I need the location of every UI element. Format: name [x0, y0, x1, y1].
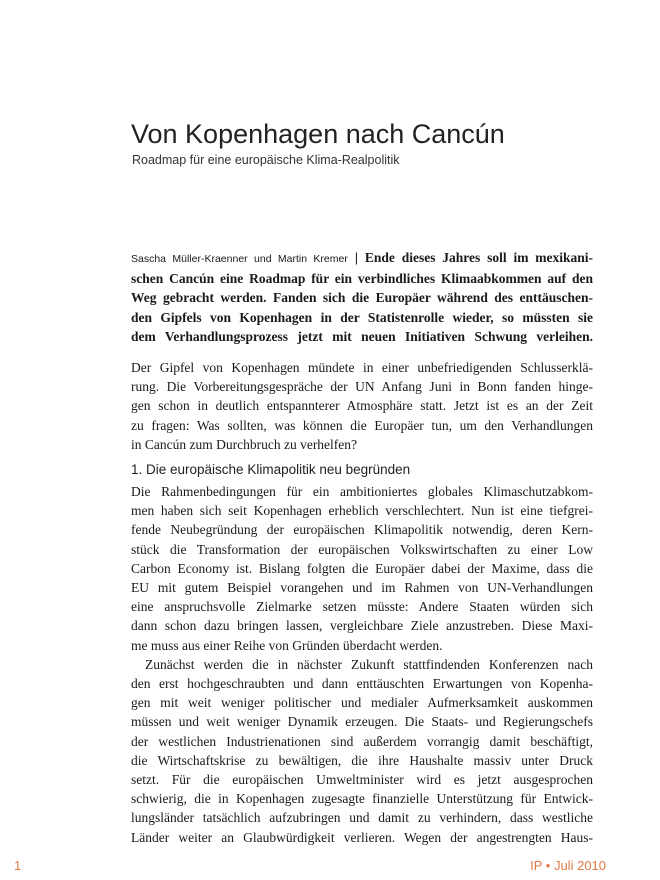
body-line: rung. Die Vorbereitungsgespräche der UN Anfang Juni in Bonn fanden hinge- — [131, 379, 593, 395]
body-line: Carbon Economy ist. Bislang folgten die Europäer dabei der Maxime, dass die — [131, 560, 593, 576]
body-line: Zunächst werden die in nächster Zukunft stattfindenden Konferenzen nach — [145, 656, 593, 672]
author-names: Sascha Müller-Kraenner und Martin Kremer — [131, 253, 348, 265]
lead-line: dem Verhandlungsprozess jetzt mit neuen Initiativen Schwung verleihen. — [131, 328, 593, 344]
page-number: 1 — [14, 858, 22, 873]
article-title: Von Kopenhagen nach Cancún — [131, 119, 505, 149]
lead-line: Weg gebracht werden. Fanden sich die Europäer während des enttäuschen- — [131, 290, 593, 306]
body-line: in Cancún zum Durchbruch zu verhelfen? — [131, 436, 358, 452]
body-line: der westlichen Industrienationen sind außerdem vorrangig damit beschäftigt, — [131, 733, 593, 749]
body-line: den erst hochgeschraubten und dann enttäuschten Erwartungen von Kopenha- — [131, 676, 593, 692]
body-line: me muss aus einer Reihe von Gründen überdacht werden. — [131, 637, 443, 653]
body-line: gen schon in deutlich entspannterer Atmosphäre statt. Jetzt ist es an der Zeit — [131, 398, 593, 414]
body-line: die Wirtschaftskrise zu bewältigen, die ihre Haushalte massiv unter Druck — [131, 752, 593, 768]
body-line: Länder weiter an Glaubwürdigkeit verlieren. Wegen der angestrengten Haus- — [131, 829, 593, 845]
author-separator: | — [354, 250, 359, 265]
intro-paragraph — [131, 358, 593, 454]
lead-text: Ende dieses Jahres soll im mexikani- — [364, 250, 593, 265]
body-line: gen mit weit weniger politischer und medialer Aufmerksamkeit auskommen — [131, 695, 593, 711]
body-line: men haben sich seit Kopenhagen erheblich verschlechtert. Nun ist eine tiefgrei- — [131, 503, 593, 519]
body-line: stück die Transformation der europäischen Volkswirtschaften zu einer Low — [131, 541, 593, 557]
body-line: EU mit gutem Beispiel vorangehen und im Rahmen von UN-Verhandlungen — [131, 580, 593, 596]
body-line: dann schon dazu bringen lassen, vergleichbare Ziele anzustreben. Diese Maxi- — [131, 618, 593, 634]
body-line: setzt. Für die europäischen Umweltminister wird es jetzt ausgesprochen — [131, 772, 593, 788]
body-line: lungsländer tatsächlich aufzubringen und damit zu verhindern, dass westliche — [131, 810, 593, 826]
section-heading: 1. Die europäische Klimapolitik neu begründen — [131, 462, 411, 477]
body-line: müssen und weit weniger Dynamik erzeugen. Die Staats- und Regierungschefs — [131, 714, 593, 730]
body-line: zu fragen: Was sollten, was können die Europäer tun, um den Verhandlungen — [131, 417, 593, 433]
body-line: eine anspruchsvolle Zielmarke setzen müsste: Andere Staaten würden sich — [131, 599, 593, 615]
lead-line: den Gipfels von Kopenhagen in der Statistenrolle wieder, so müssten sie — [131, 309, 593, 325]
body-line: schwierig, die in Kopenhagen zugesagte finanzielle Unterstützung für Entwick- — [131, 791, 593, 807]
body-line: Der Gipfel von Kopenhagen mündete in einer unbefriedigenden Schlusserklä- — [131, 360, 593, 375]
lead-line — [131, 248, 593, 269]
lead-line: schen Cancún eine Roadmap für ein verbindliches Klimaabkommen auf den — [131, 271, 593, 287]
body-line: fende Neubegründung der europäischen Klimapolitik notwendig, deren Kern- — [131, 522, 593, 538]
journal-issue: IP • Juli 2010 — [530, 858, 606, 873]
article-subtitle: Roadmap für eine europäische Klima-Realpolitik — [132, 153, 400, 167]
section-body — [131, 482, 593, 847]
lead-paragraph — [131, 248, 593, 346]
body-line: Die Rahmenbedingungen für ein ambitioniertes globales Klimaschutzabkom- — [131, 484, 593, 499]
